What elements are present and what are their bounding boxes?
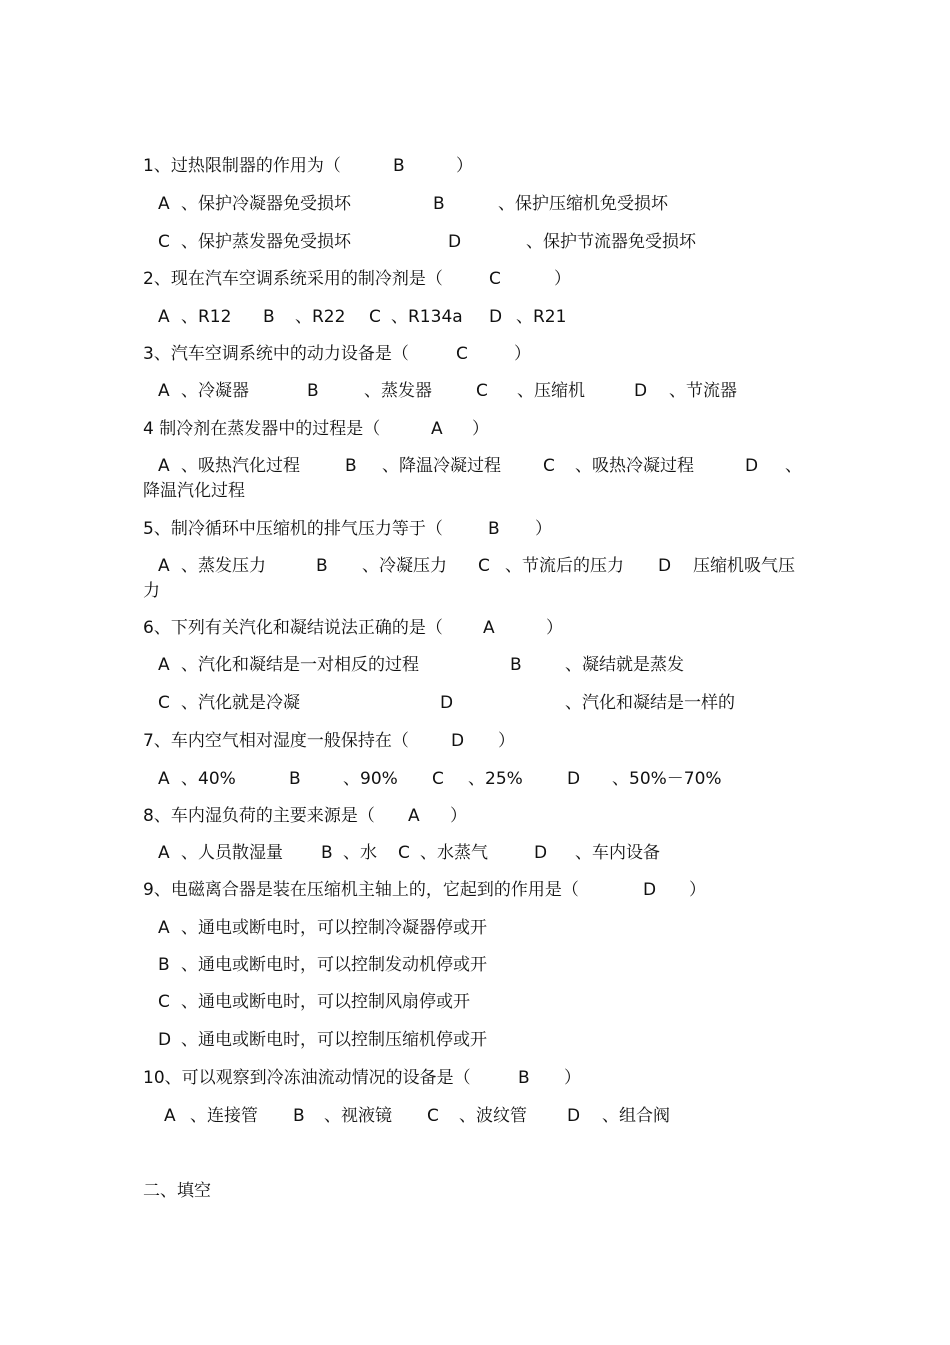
question-stem: 3、汽车空调系统中的动力设备是（ (143, 344, 409, 364)
option-text: 、90% (343, 769, 398, 789)
option-letter: A (158, 843, 170, 863)
option-text: 、车内设备 (575, 843, 660, 863)
close-paren: ） (546, 618, 563, 638)
option-text: 、汽化和凝结是一样的 (565, 693, 735, 713)
question-stem: 6、下列有关汽化和凝结说法正确的是（ (143, 618, 443, 638)
option-letter: D (448, 232, 462, 252)
option-text: 、R21 (516, 307, 567, 327)
option-letter: C (543, 456, 555, 476)
answer-letter: B (393, 156, 405, 176)
option-text: 、吸热汽化过程 (181, 456, 300, 476)
option-letter: C (476, 381, 488, 401)
option-letter: D (745, 456, 759, 476)
option-text: 、25% (468, 769, 523, 789)
option-text: 、压缩机 (517, 381, 585, 401)
option-letter: D (567, 1106, 581, 1126)
option-text: 、汽化就是冷凝 (181, 693, 300, 713)
option-letter: C (478, 556, 490, 576)
option-text: 、保护冷凝器免受损坏 (181, 194, 351, 214)
answer-letter: C (489, 269, 501, 289)
answer-letter: A (431, 419, 443, 439)
close-paren: ） (689, 880, 706, 900)
option-text: 、人员散湿量 (181, 843, 283, 863)
option-letter: C (427, 1106, 439, 1126)
question-stem: 8、车内湿负荷的主要来源是（ (143, 806, 375, 826)
question-stem: 7、车内空气相对湿度一般保持在（ (143, 731, 409, 751)
option-letter: B (263, 307, 275, 327)
option-text: 、R12 (181, 307, 232, 327)
option-text: 、节流后的压力 (505, 556, 624, 576)
option-letter: A (158, 556, 170, 576)
option-letter: B (510, 655, 522, 675)
question-stem: 5、制冷循环中压缩机的排气压力等于（ (143, 519, 443, 539)
option-letter: A (158, 194, 170, 214)
close-paren: ） (456, 156, 473, 176)
option-letter: B (345, 456, 357, 476)
option-letter: C (158, 992, 170, 1012)
option-letter: B (433, 194, 445, 214)
option-text: 、水 (343, 843, 377, 863)
question-stem: 10、可以观察到冷冻油流动情况的设备是（ (143, 1068, 471, 1088)
option-text: 、冷凝器 (181, 381, 249, 401)
answer-letter: D (643, 880, 657, 900)
option-text: 压缩机吸气压 (693, 556, 795, 576)
option-text: 、通电或断电时，可以控制压缩机停或开 (181, 1030, 487, 1050)
option-letter: A (158, 918, 170, 938)
option-text: 、保护压缩机免受损坏 (498, 194, 668, 214)
option-letter: C (158, 693, 170, 713)
option-text: 、连接管 (190, 1106, 258, 1126)
option-letter: A (158, 307, 170, 327)
option-text: 、汽化和凝结是一对相反的过程 (181, 655, 419, 675)
option-letter: B (307, 381, 319, 401)
option-letter: C (158, 232, 170, 252)
option-letter: C (432, 769, 444, 789)
answer-letter: B (488, 519, 500, 539)
section-heading: 二、填空 (143, 1181, 211, 1201)
option-letter: B (293, 1106, 305, 1126)
option-text: 、降温冷凝过程 (382, 456, 501, 476)
option-letter: B (321, 843, 333, 863)
close-paren: ） (498, 731, 515, 751)
option-text: 、波纹管 (459, 1106, 527, 1126)
option-letter: B (316, 556, 328, 576)
option-letter: C (369, 307, 381, 327)
option-text: 、通电或断电时，可以控制风扇停或开 (181, 992, 470, 1012)
close-paren: ） (564, 1068, 581, 1088)
option-text: 、节流器 (669, 381, 737, 401)
option-letter: D (658, 556, 672, 576)
option-text: 、40% (181, 769, 236, 789)
option-letter: C (398, 843, 410, 863)
answer-letter: A (483, 618, 495, 638)
close-paren: ） (514, 344, 531, 364)
option-text: 、50%－70% (612, 769, 722, 789)
answer-letter: A (408, 806, 420, 826)
option-text: 、蒸发器 (364, 381, 432, 401)
option-letter: D (634, 381, 648, 401)
question-stem: 2、现在汽车空调系统采用的制冷剂是（ (143, 269, 443, 289)
option-text: 、凝结就是蒸发 (565, 655, 684, 675)
option-letter: D (567, 769, 581, 789)
option-letter: A (158, 769, 170, 789)
option-letter: A (158, 381, 170, 401)
option-text: 、通电或断电时，可以控制冷凝器停或开 (181, 918, 487, 938)
option-letter: D (158, 1030, 172, 1050)
option-text: 、冷凝压力 (362, 556, 447, 576)
answer-letter: B (518, 1068, 530, 1088)
question-stem: 9、电磁离合器是装在压缩机主轴上的，它起到的作用是（ (143, 880, 579, 900)
option-text: 、蒸发压力 (181, 556, 266, 576)
option-text: 、水蒸气 (420, 843, 488, 863)
option-letter: D (534, 843, 548, 863)
option-text: 、通电或断电时，可以控制发动机停或开 (181, 955, 487, 975)
option-text: 、R134a (391, 307, 463, 327)
option-letter: B (158, 955, 170, 975)
option-letter: A (158, 456, 170, 476)
option-text: 、保护节流器免受损坏 (526, 232, 696, 252)
option-text: 、保护蒸发器免受损坏 (181, 232, 351, 252)
option-text-wrap: 力 (143, 581, 160, 601)
close-paren: ） (554, 269, 571, 289)
option-letter: A (164, 1106, 176, 1126)
answer-letter: D (451, 731, 465, 751)
option-letter: B (289, 769, 301, 789)
question-stem: 1、过热限制器的作用为（ (143, 156, 341, 176)
option-text: 、 (785, 456, 802, 476)
option-letter: D (489, 307, 503, 327)
question-stem: 4 制冷剂在蒸发器中的过程是（ (143, 419, 381, 439)
answer-letter: C (456, 344, 468, 364)
option-text: 、R22 (295, 307, 346, 327)
option-text: 、组合阀 (602, 1106, 670, 1126)
option-letter: A (158, 655, 170, 675)
close-paren: ） (535, 519, 552, 539)
option-letter: D (440, 693, 454, 713)
close-paren: ） (450, 806, 467, 826)
option-text: 、视液镜 (324, 1106, 392, 1126)
close-paren: ） (472, 419, 489, 439)
option-text-wrap: 降温汽化过程 (143, 481, 245, 501)
option-text: 、吸热冷凝过程 (575, 456, 694, 476)
